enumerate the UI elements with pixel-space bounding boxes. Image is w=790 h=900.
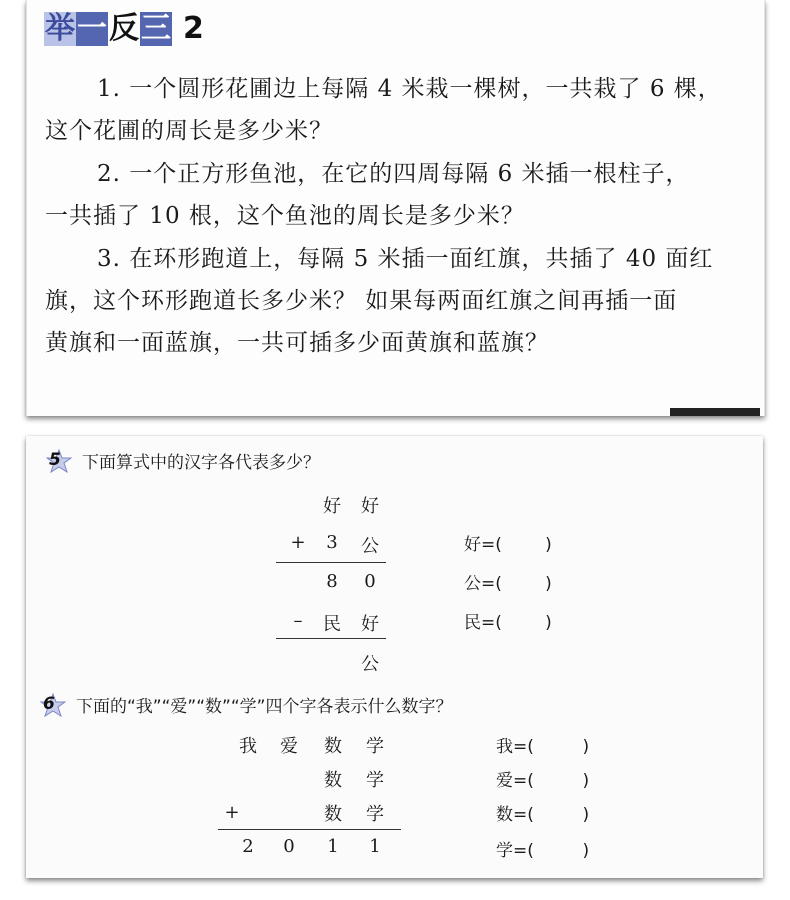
question-6-header — [40, 692, 452, 717]
calc-cell: 学 — [366, 736, 384, 757]
answer-blank-ai[interactable]: 爱=( ) — [496, 771, 590, 791]
calc-divider — [276, 562, 386, 563]
calc-cell: 8 — [326, 571, 338, 592]
calc-cell: 爱 — [280, 736, 298, 757]
problem-line: 1. 一个圆形花圃边上每隔 4 米栽一棵树，一共栽了 6 棵， — [97, 76, 722, 102]
calc-cell: + — [224, 802, 240, 823]
calc-cell: 民 — [323, 614, 341, 635]
calc-cell: 2 — [242, 836, 254, 857]
calc-cell: 数 — [324, 804, 342, 825]
exercise-card-puzzles — [26, 436, 763, 878]
star-number-icon — [46, 449, 72, 473]
problem-line: 2. 一个正方形鱼池，在它的四周每隔 6 米插一根柱子， — [97, 161, 690, 187]
calc-cell: 公 — [361, 654, 379, 675]
title-char: 三 — [141, 11, 171, 46]
calc-cell: 3 — [326, 532, 338, 553]
answer-blank-shu[interactable]: 数=( ) — [496, 805, 590, 825]
problem-line: 3. 在环形跑道上，每隔 5 米插一面红旗，共插了 40 面红 — [97, 246, 714, 272]
calc-divider — [218, 829, 401, 830]
title-char: 反 — [109, 11, 139, 46]
calc-cell: 0 — [283, 836, 295, 857]
answer-blank-xue[interactable]: 学=( ) — [496, 841, 590, 861]
question-5-header — [46, 448, 320, 473]
problem-3 — [45, 238, 761, 364]
answer-blank-gong[interactable]: 公=( ) — [464, 574, 552, 594]
question-number: 5 — [49, 449, 61, 470]
title-number: 2 — [183, 11, 204, 46]
title-char: 举 — [45, 11, 75, 46]
calc-cell: 学 — [366, 770, 384, 791]
problem-line: 这个花圃的周长是多少米？ — [45, 118, 333, 144]
problem-2 — [45, 153, 761, 237]
calc-cell: 我 — [239, 736, 257, 757]
answer-blank-hao[interactable]: 好=( ) — [464, 535, 552, 555]
calc-cell: 0 — [364, 571, 376, 592]
calc-cell: 好 — [323, 496, 341, 517]
question-prompt: 下面的“我”“爱”“数”“学”四个字各表示什么数字？ — [76, 697, 453, 717]
section-title — [44, 12, 205, 46]
exercise-card-juyifansan — [26, 0, 765, 416]
question-prompt: 下面算式中的汉字各代表多少？ — [82, 453, 320, 473]
page-edge-mark — [670, 408, 760, 416]
calc-divider — [276, 638, 386, 639]
question-number: 6 — [43, 693, 55, 714]
star-number-icon — [40, 693, 66, 717]
calc-cell: + — [290, 532, 306, 553]
calc-cell: 学 — [366, 804, 384, 825]
calc-cell: 数 — [324, 770, 342, 791]
problem-line: 旗，这个环形跑道长多少米？ 如果每两面红旗之间再插一面 — [45, 288, 678, 314]
problem-line: 一共插了 10 根，这个鱼池的周长是多少米？ — [45, 203, 525, 229]
answer-blank-min[interactable]: 民=( ) — [464, 613, 552, 633]
calc-cell: 数 — [324, 736, 342, 757]
calc-cell: 1 — [369, 836, 381, 857]
calc-cell: – — [293, 610, 303, 631]
calc-cell: 好 — [361, 496, 379, 517]
calc-cell: 好 — [361, 614, 379, 635]
calc-cell: 1 — [327, 836, 339, 857]
problem-line: 黄旗和一面蓝旗，一共可插多少面黄旗和蓝旗？ — [45, 330, 549, 356]
calc-cell: 公 — [361, 536, 379, 557]
problem-1 — [45, 68, 761, 152]
title-char: 一 — [77, 11, 107, 46]
answer-blank-wo[interactable]: 我=( ) — [496, 737, 590, 757]
